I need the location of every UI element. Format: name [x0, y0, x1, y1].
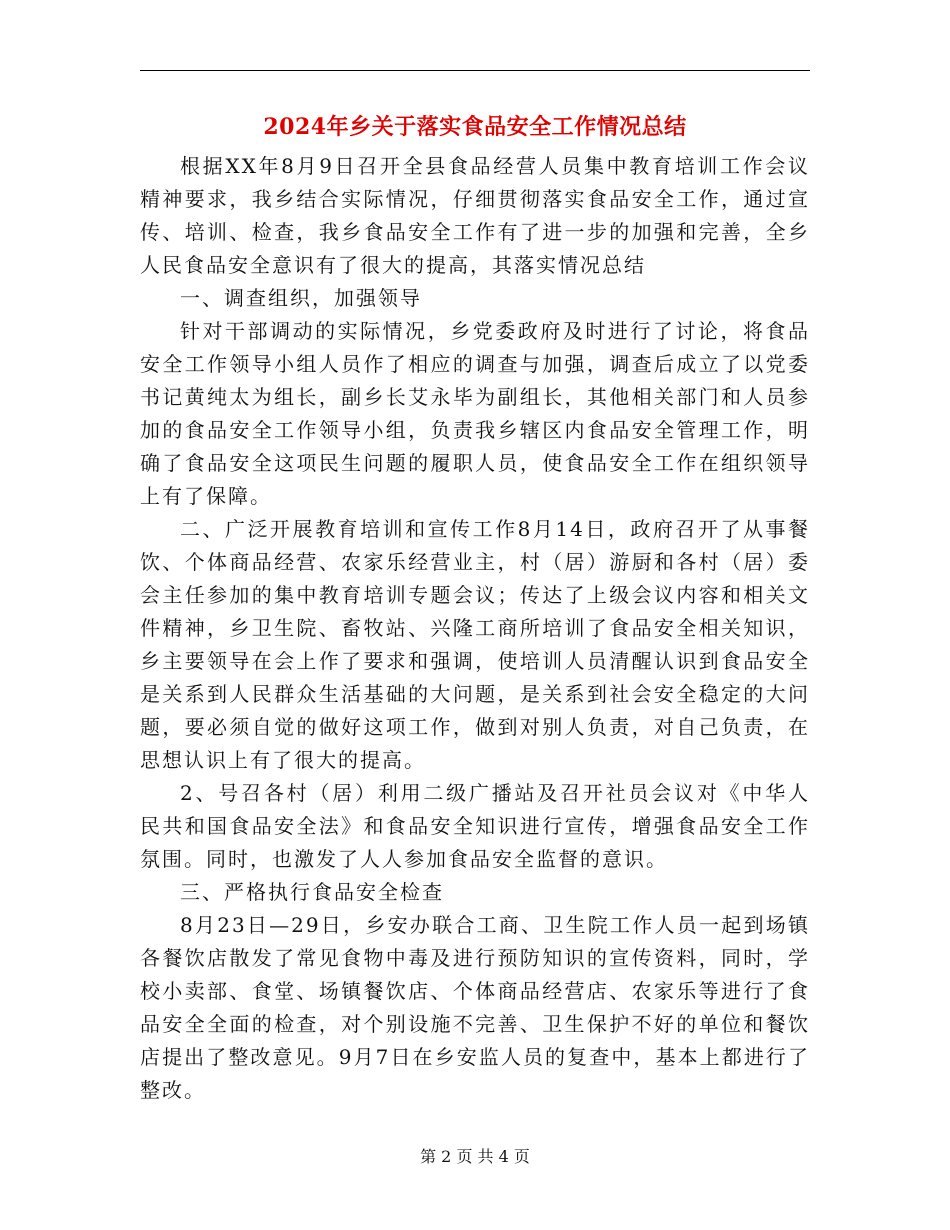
- paragraph-section-3: 8月23日—29日，乡安办联合工商、卫生院工作人员一起到场镇各餐饮店散发了常见食物中毒及进行预防知识的宣传资料，同时，学校小卖部、食堂、场镇餐饮店、个体商品经营店、农家乐等进行了食品安全全面的检查，对个别设施不完善、卫生保护不好的单位和餐饮店提出了整改意见。9月7日在乡安监人员的复查中，基本上都进行了整改。: [140, 913, 810, 1102]
- document-title: 2024年乡关于落实食品安全工作情况总结: [263, 114, 687, 140]
- paragraph-section-1: 针对干部调动的实际情况，乡党委政府及时进行了讨论，将食品安全工作领导小组人员作了相应的调查与加强，调查后成立了以党委书记黄纯太为组长，副乡长艾永毕为副组长，其他相关部门和人员参加的食品安全工作领导小组，负责我乡辖区内食品安全管理工作，明确了食品安全这项民生问题的履职人员，使食品安全工作在组织领导上有了保障。: [140, 319, 810, 508]
- paragraph-section-2-item-2: 2、号召各村（居）利用二级广播站及召开社员会议对《中华人民共和国食品安全法》和食品安全知识进行宣传，增强食品安全工作氛围。同时，也激发了人人参加食品安全监督的意识。: [140, 781, 810, 871]
- paragraph-intro: 根据XX年8月9日召开全县食品经营人员集中教育培训工作会议精神要求，我乡结合实际情况，仔细贯彻落实食品安全工作，通过宣传、培训、检查，我乡食品安全工作有了进一步的加强和完善，全乡人民食品安全意识有了很大的提高，其落实情况总结: [140, 154, 810, 277]
- heading-section-1: 一、调查组织，加强领导: [180, 286, 422, 310]
- heading-section-3: 三、严格执行食品安全检查: [180, 880, 444, 904]
- paragraph-section-2: 二、广泛开展教育培训和宣传工作8月14日，政府召开了从事餐饮、个体商品经营、农家乐经营业主，村（居）游厨和各村（居）委会主任参加的集中教育培训专题会议；传达了上级会议内容和相关文件精神，乡卫生院、畜牧站、兴隆工商所培训了食品安全相关知识，乡主要领导在会上作了要求和强调，使培训人员清醒认识到食品安全是关系到人民群众生活基础的大问题，是关系到社会安全稳定的大问题，要必须自觉的做好这项工作，做到对别人负责，对自己负责，在思想认识上有了很大的提高。: [140, 517, 810, 772]
- document-body: [140, 150, 810, 1107]
- page-number-footer: 第 2 页 共 4 页: [420, 1147, 530, 1166]
- header-rule: [140, 70, 810, 71]
